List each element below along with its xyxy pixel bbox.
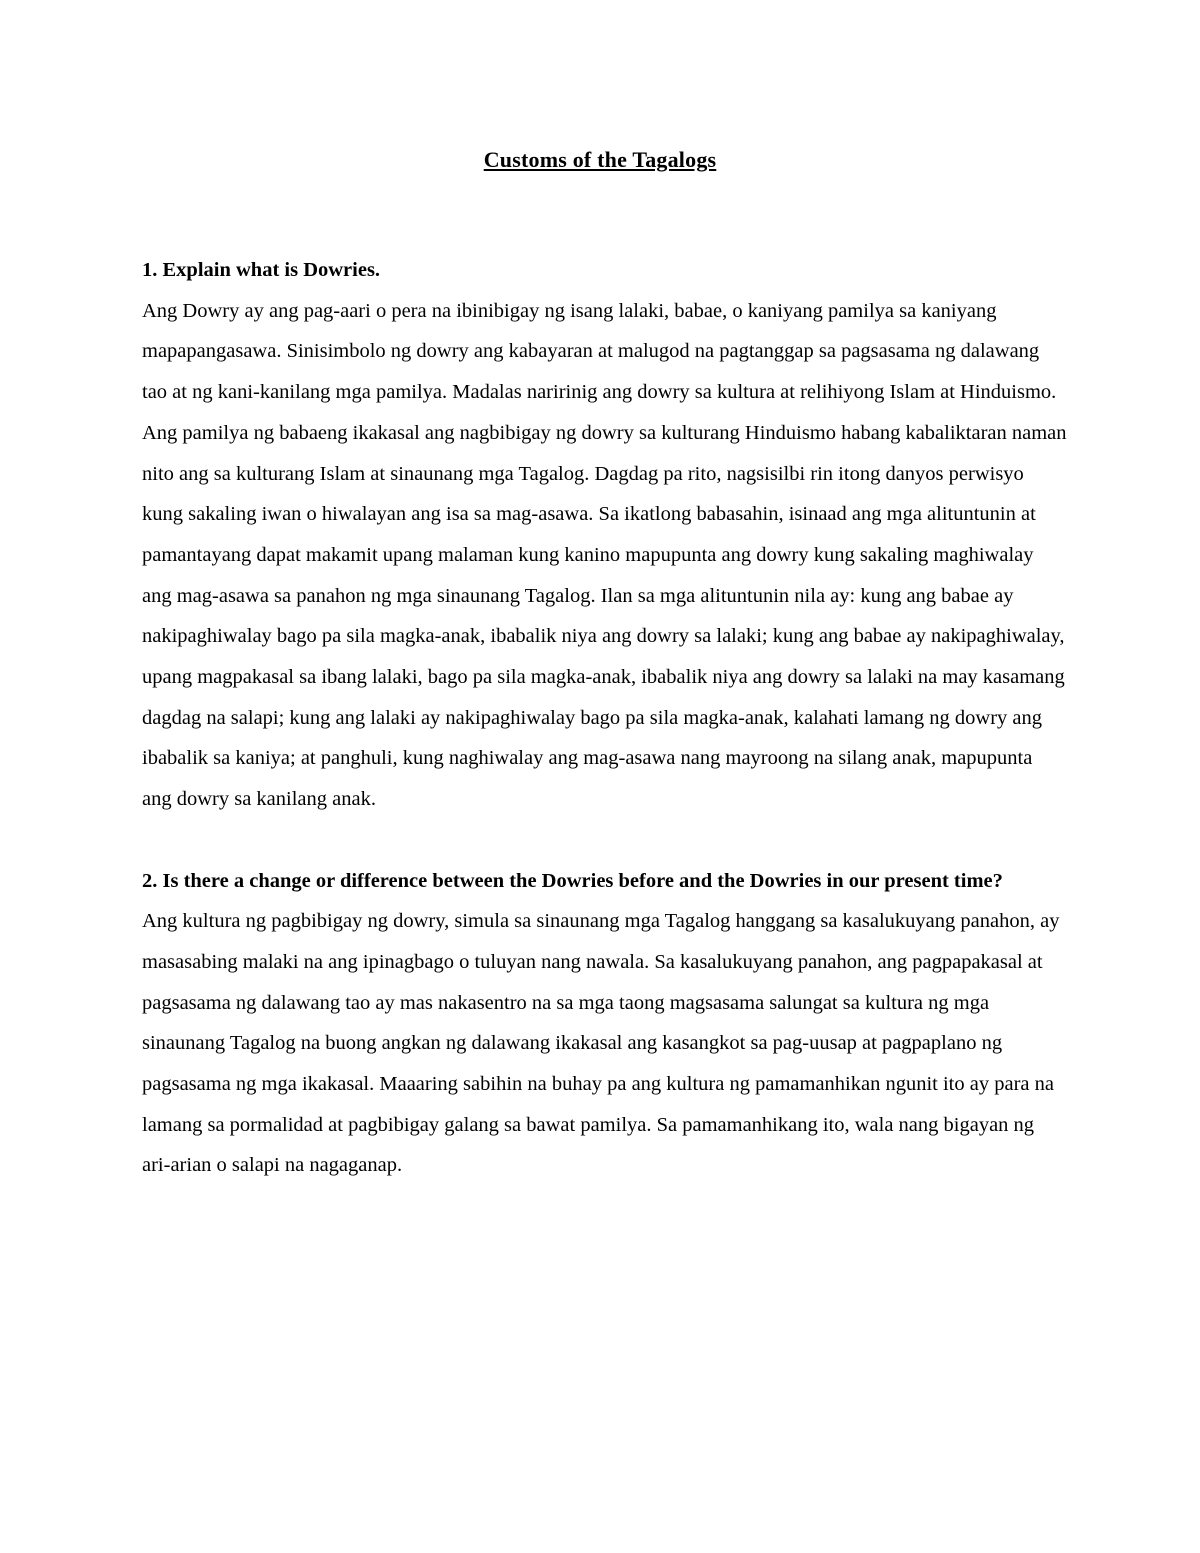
document-body bbox=[142, 250, 1067, 1186]
question-2: 2. Is there a change or difference between the Dowries before and the Dowries in our present time? bbox=[142, 869, 1003, 892]
section-spacer bbox=[142, 820, 1067, 861]
answer-2: Ang kultura ng pagbibigay ng dowry, simula sa sinaunang mga Tagalog hanggang sa kasalukuyang panahon, ay masasabing malaki na ang ipinagbago o tuluyan nang nawala. Sa kasalukuyang panahon, ang pagpapakasal at pagsasama ng dalawang tao ay mas nakasentro na sa mga taong magsasama salungat sa kultura ng mga sinaunang Tagalog na buong angkan ng dalawang ikakasal ang kasangkot sa pag-uusap at pagpaplano ng pagsasama ng mga ikakasal. Maaaring sabihin na buhay pa ang kultura ng pamamanhikan ngunit ito ay para na lamang sa pormalidad at pagbibigay galang sa bawat pamilya. Sa pamamanhikang ito, wala nang bigayan ng ari-arian o salapi na nagaganap. bbox=[142, 910, 1060, 1177]
question-1: 1. Explain what is Dowries. bbox=[142, 259, 381, 281]
answer-1: Ang Dowry ay ang pag-aari o pera na ibinibigay ng isang lalaki, babae, o kaniyang pamilya sa kaniyang mapapangasawa. Sinisimbolo ng dowry ang kabayaran at malugod na pagtanggap sa pagsasama ng dalawang tao at ng kani-kanilang mga pamilya. Madalas naririnig ang dowry sa kultura at relihiyong Islam at Hinduismo. Ang pamilya ng babaeng ikakasal ang nagbibigay ng dowry sa kulturang Hinduismo habang kabaliktaran naman nito ang sa kulturang Islam at sinaunang mga Tagalog. Dagdag pa rito, nagsisilbi rin itong danyos perwisyo kung sakaling iwan o hiwalayan ang isa sa mag-asawa. Sa ikatlong babasahin, isinaad ang mga alituntunin at pamantayang dapat makamit upang malaman kung kanino mapupunta ang dowry kung sakaling maghiwalay ang mag-asawa sa panahon ng mga sinaunang Tagalog. Ilan sa mga alituntunin nila ay: kung ang babae ay nakipaghiwalay bago pa sila magka-anak, ibabalik niya ang dowry sa lalaki; kung ang babae ay nakipaghiwalay, upang magpakasal sa ibang lalaki, bago pa sila magka-anak, ibabalik niya ang dowry sa lalaki na may kasamang dagdag na salapi; kung ang lalaki ay nakipaghiwalay bago pa sila magka-anak, kalahati lamang ng dowry ang ibabalik sa kaniya; at panghuli, kung naghiwalay ang mag-asawa nang mayroong na silang anak, mapupunta ang dowry sa kanilang anak. bbox=[142, 299, 1067, 811]
document-title: Customs of the Tagalogs bbox=[483, 147, 717, 172]
